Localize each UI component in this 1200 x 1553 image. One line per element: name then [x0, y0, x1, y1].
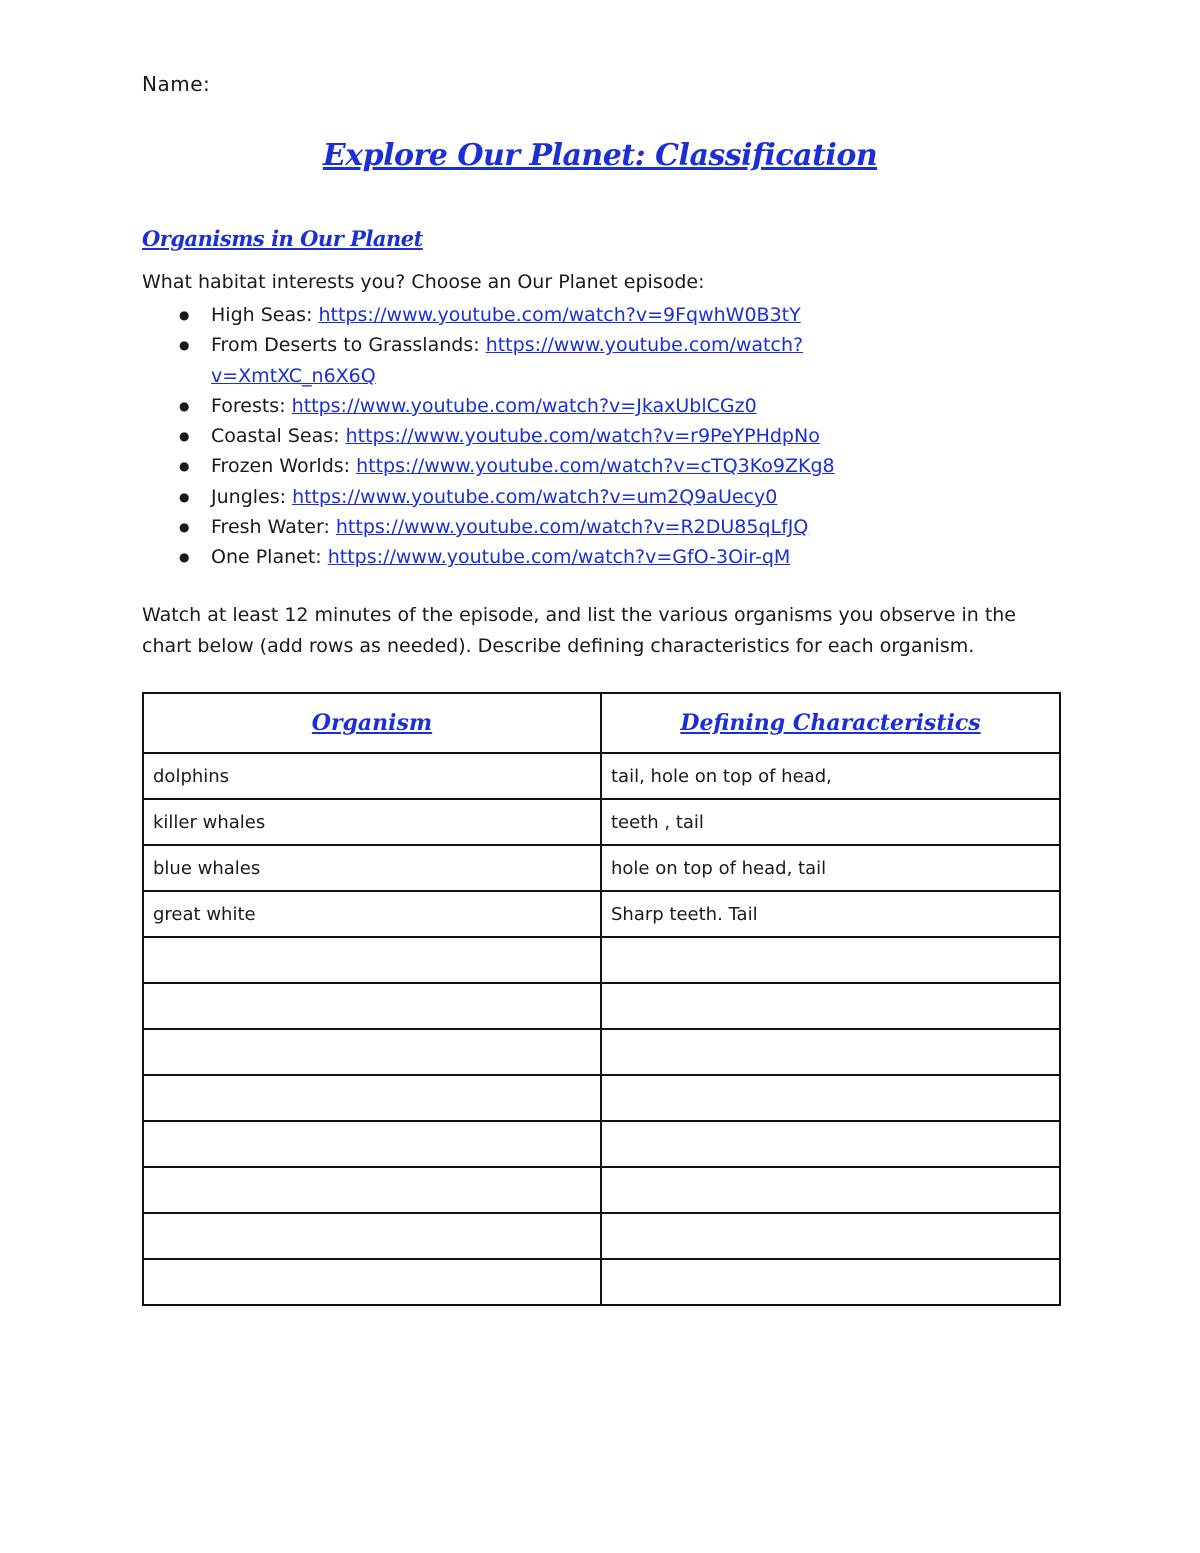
bullet-icon: ●: [179, 520, 190, 535]
characteristics-cell[interactable]: [601, 1121, 1060, 1167]
characteristics-cell[interactable]: Sharp teeth. Tail: [601, 891, 1060, 937]
bullet-icon: ●: [179, 338, 190, 353]
intro-text: What habitat interests you? Choose an Our Planet episode:: [142, 271, 705, 293]
characteristics-cell[interactable]: tail, hole on top of head,: [601, 753, 1060, 799]
organism-cell[interactable]: dolphins: [143, 753, 601, 799]
organism-cell[interactable]: [143, 1213, 601, 1259]
episode-label: Jungles:: [211, 485, 293, 508]
bullet-icon: ●: [179, 429, 190, 444]
bullet-icon: ●: [179, 489, 190, 504]
episode-link[interactable]: https://www.youtube.com/watch?v=um2Q9aUecy0: [292, 485, 778, 508]
table-row: [143, 1029, 1060, 1075]
characteristics-cell[interactable]: [601, 983, 1060, 1029]
organism-cell[interactable]: [143, 1167, 601, 1213]
table-row: [143, 1259, 1060, 1305]
table-row: [143, 983, 1060, 1029]
episode-link[interactable]: https://www.youtube.com/watch?v=GfO-3Oir-qM: [327, 546, 791, 569]
characteristics-cell[interactable]: [601, 1075, 1060, 1121]
episode-item: [142, 451, 1062, 481]
episode-item: [142, 421, 1062, 451]
organism-cell[interactable]: great white: [143, 891, 601, 937]
characteristics-cell[interactable]: teeth , tail: [601, 799, 1060, 845]
characteristics-cell[interactable]: [601, 1167, 1060, 1213]
episode-link-continued[interactable]: v=XmtXC_n6X6Q: [211, 364, 376, 387]
episode-label: Forests:: [211, 394, 292, 417]
characteristics-cell[interactable]: [601, 937, 1060, 983]
page-title: Explore Our Planet: Classification: [322, 138, 878, 173]
organism-cell[interactable]: killer whales: [143, 799, 601, 845]
table-header-row: [143, 693, 1060, 753]
episode-label: High Seas:: [211, 304, 319, 326]
bullet-icon: ●: [179, 459, 190, 474]
characteristics-cell[interactable]: [601, 1029, 1060, 1075]
characteristics-cell[interactable]: [601, 1213, 1060, 1259]
organism-cell[interactable]: blue whales: [143, 845, 601, 891]
table-row: [143, 891, 1060, 937]
bullet-icon: ●: [179, 398, 190, 413]
organism-cell[interactable]: [143, 1259, 601, 1305]
episode-label: Coastal Seas:: [211, 425, 346, 448]
table-row: [143, 1075, 1060, 1121]
episode-link[interactable]: https://www.youtube.com/watch?v=r9PeYPHdpNo: [345, 425, 820, 448]
organism-cell[interactable]: [143, 1121, 601, 1167]
episode-item: [142, 482, 1062, 512]
header-characteristics: Defining Characteristics: [601, 693, 1060, 753]
organism-cell[interactable]: [143, 937, 601, 983]
bullet-icon: ●: [179, 550, 190, 565]
table-row: [143, 1167, 1060, 1213]
episode-item: [142, 330, 1062, 391]
table-row: [143, 937, 1060, 983]
table-row: [143, 753, 1060, 799]
episode-link[interactable]: https://www.youtube.com/watch?v=JkaxUblCGz0: [291, 394, 757, 417]
episode-label: From Deserts to Grasslands:: [211, 334, 486, 357]
name-label: Name:: [142, 72, 211, 96]
table-row: [143, 799, 1060, 845]
episode-link[interactable]: https://www.youtube.com/watch?v=R2DU85qLfJQ: [335, 516, 809, 539]
organism-cell[interactable]: [143, 983, 601, 1029]
bullet-icon: ●: [179, 308, 190, 322]
characteristics-cell[interactable]: [601, 1259, 1060, 1305]
episode-item: [142, 512, 1062, 542]
episode-link[interactable]: https://www.youtube.com/watch?v=cTQ3Ko9ZKg8: [356, 455, 835, 478]
header-organism: Organism: [143, 693, 601, 753]
table-row: [143, 1121, 1060, 1167]
episode-link[interactable]: https://www.youtube.com/watch?: [485, 334, 804, 357]
episode-label: Fresh Water:: [211, 516, 336, 539]
episode-item: [142, 391, 1062, 421]
episode-list: [142, 300, 1062, 573]
table-row: [143, 1213, 1060, 1259]
instructions-text: Watch at least 12 minutes of the episode, and list the various organisms you observe in the chart below (add rows as needed). Describe defining characteristics for each organism.: [142, 604, 1016, 657]
episode-label: Frozen Worlds:: [211, 455, 357, 478]
episode-link[interactable]: https://www.youtube.com/watch?v=9FqwhW0B3tY: [318, 304, 801, 326]
section-heading: Organisms in Our Planet: [142, 226, 423, 251]
organism-cell[interactable]: [143, 1029, 601, 1075]
characteristics-cell[interactable]: hole on top of head, tail: [601, 845, 1060, 891]
episode-item: [142, 542, 1062, 572]
episode-item: [142, 300, 1062, 330]
organism-cell[interactable]: [143, 1075, 601, 1121]
organism-table: [142, 692, 1061, 1306]
table-row: [143, 845, 1060, 891]
episode-label: One Planet:: [211, 546, 328, 569]
